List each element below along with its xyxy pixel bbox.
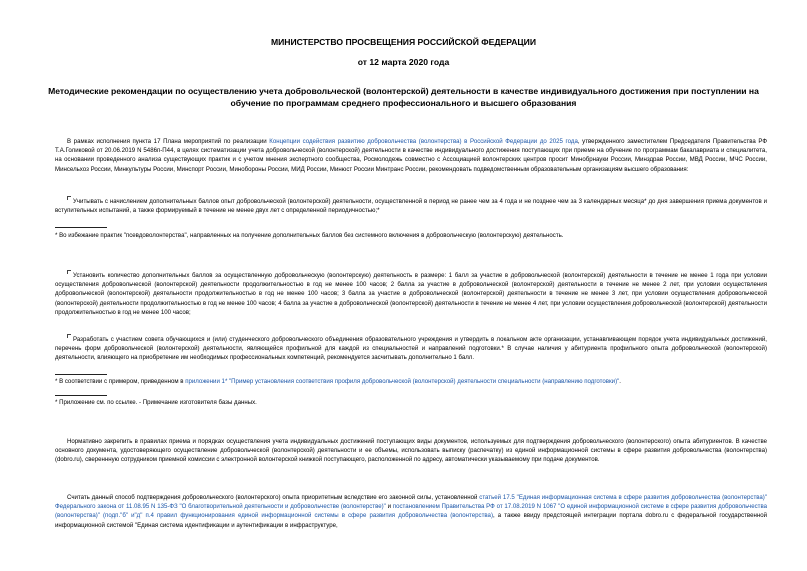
footnote-divider: [55, 395, 107, 396]
paragraph-marker-icon: [67, 270, 71, 274]
footnote-example: [55, 377, 767, 386]
paragraph-priority-text-1: Считать данный способ подтверждения добровольческого (волонтерского) опыта приоритетным вследствие его законной силы, установленной: [67, 494, 480, 501]
paragraph-intro-text-1: В рамках исполнения пункта 17 Плана мероприятий по реализации: [67, 138, 270, 145]
footnote-pseudo-volunteering: * Во избежание практик "псевдоволонтерства", направленных на получение дополнительных баллов без системного включения в добровольческую (волонтерскую) деятельность.: [55, 232, 564, 239]
concept-link[interactable]: Концепции содействия развитию добровольчества (волонтерства) в Российской Федерации до 2025 года: [269, 138, 578, 145]
paragraph-develop-list: [55, 335, 767, 363]
document-date: от 12 марта 2020 года: [357, 57, 450, 67]
law-article-link[interactable]: статьей 17.5 "Единая информационная система в сфере развития добровольчества (волонтерства)" Федерального закона от 11.08.95 N 135-ФЗ "О благотворительной деятельности и добровольчестве (волонтерстве)": [55, 494, 767, 511]
footnote-divider: [55, 374, 107, 375]
footnote-divider: [55, 227, 107, 228]
paragraph-marker-icon: [67, 196, 71, 200]
document-title: Методические рекомендации по осуществлению учета добровольческой (волонтерской) деятельности в качестве индивидуального достижения при поступлении на обучение по программам среднего профессионального и высшего образования: [48, 86, 759, 108]
paragraph-consider-experience: [55, 197, 767, 215]
footnote-appendix-note: * Приложение см. по ссылке. - Примечание изготовителя базы данных.: [55, 399, 257, 406]
paragraph-develop-list-text: Разработать с участием совета обучающихся и (или) студенческого добровольческого объединения образовательного учреждения и утвердить в локальном акте организации, устанавливающем порядок учета индивидуальных достижений, перечень форм добровольческой (волонтерской) деятельности, являющейся профильной для каждой из специальностей и направлений подготовки.* В случае наличия у абитуриента профильного опыта добровольческой (волонтерской) деятельности, влияющего на приобретение им необходимых профессиональных компетенций, рекомендуется засчитывать дополнительно 1 балл.: [55, 336, 767, 362]
ministry-heading: МИНИСТЕРСТВО ПРОСВЕЩЕНИЯ РОССИЙСКОЙ ФЕДЕРАЦИИ: [270, 37, 537, 47]
paragraph-marker-icon: [67, 334, 71, 338]
paragraph-priority-method: [55, 493, 767, 530]
paragraph-intro-text-2: , утвержденного заместителем Председателя Правительства РФ Т.А.Голиковой от 20.06.2019 N 5486п-П44, в целях систематизации учета добровольческой (волонтерской) деятельности в качестве индивидуального достижения поступающих при приеме на обучение по программам бакалавриата и специалитета, на основании проведенного анализа существующих практик и с учетом мнения экспертного сообщества, Росмолодежь совместно с Ассоциацией волонтерских центров просит Минобрнауки России, Минздрав России, МВД России, МЧС России, Минсельхоз России, Минкультуры России, Минспорт России, Минобороны России, МИД России, Минюст России Минтранс России, рекомендовать подведомственным образовательным организациям высшего образования:: [55, 138, 768, 173]
paragraph-priority-text-3: , а также ввиду предстоящей интеграции портала dobro.ru с федеральной государственной информационной системой "Единая система идентификации и аутентификации в инфраструктуре,: [55, 512, 767, 529]
appendix-link[interactable]: приложении 1* "Пример установления соответствия профиля добровольческой (волонтерской) деятельности специальности (направлению подготовки)": [185, 378, 620, 385]
paragraph-points: [55, 271, 767, 317]
paragraph-points-text: Установить количество дополнительных баллов за осуществленную добровольческую (волонтерскую) деятельность в размере: 1 балл за участие в добровольческой (волонтерской) деятельности в течение не менее 1 года при условии осуществления добровольческой (волонтерской) деятельности продолжительностью в год не менее 100 часов; 2 балла за участие в добровольческой (волонтерской) деятельности в течение не менее 2 лет, при условии осуществления добровольческой (волонтерской) деятельности продолжительностью в год не менее 100 часов; 3 балла за участие в добровольческой (волонтерской) деятельности в течение не менее 3 лет, при условии осуществления добровольческой (волонтерской) деятельности продолжительностью в год не менее 100 часов; 4 балла за участие в добровольческой (волонтерской) деятельности в течение не менее 4 лет, при условии осуществления добровольческой (волонтерской) деятельности продолжительностью в год не менее 100 часов;: [55, 272, 767, 316]
footnote-example-text-2: .: [619, 378, 621, 385]
paragraph-intro: [55, 137, 767, 174]
footnote-example-text-1: * В соответствии с примером, приведенном в: [55, 378, 186, 385]
paragraph-priority-text-2: и: [385, 503, 393, 511]
paragraph-consider-experience-text: Учитывать с начислением дополнительных баллов опыт добровольческой (волонтерской) деятельности, осуществленной в период не ранее чем за 4 года и не позднее чем за 3 календарных месяца* до дня завершения приема документов и вступительных испытаний, а также формируемый в течение не менее двух лет с определенной периодичностью;*: [55, 198, 767, 215]
government-decree-link[interactable]: постановлением Правительства РФ от 17.08.2019 N 1067 "О единой информационной системе в сфере развития добровольчества (волонтерства)" (подп."б" и"д" п.4 правил функционирования единой информационной системы в сфере развития добровольчества (волонтерства): [55, 503, 768, 520]
paragraph-documents: Нормативно закрепить в правилах приема и порядках осуществления учета индивидуальных достижений поступающих виды документов, используемых для подтверждения добровольческого (волонтерского) опыта абитуриентов. В качестве основного документа, удостоверяющего осуществление добровольческой (волонтерской) деятельности и ее объемы, использовать выписку (распечатку) из единой информационной системы в сфере развития добровольчества (волонтерства) (dobro.ru), свереннную сотрудником приемной комиссии с электронной волонтерской книжкой поступающего, расположенной по адресу, автоматически указываемому при подаче документов.: [55, 438, 767, 464]
